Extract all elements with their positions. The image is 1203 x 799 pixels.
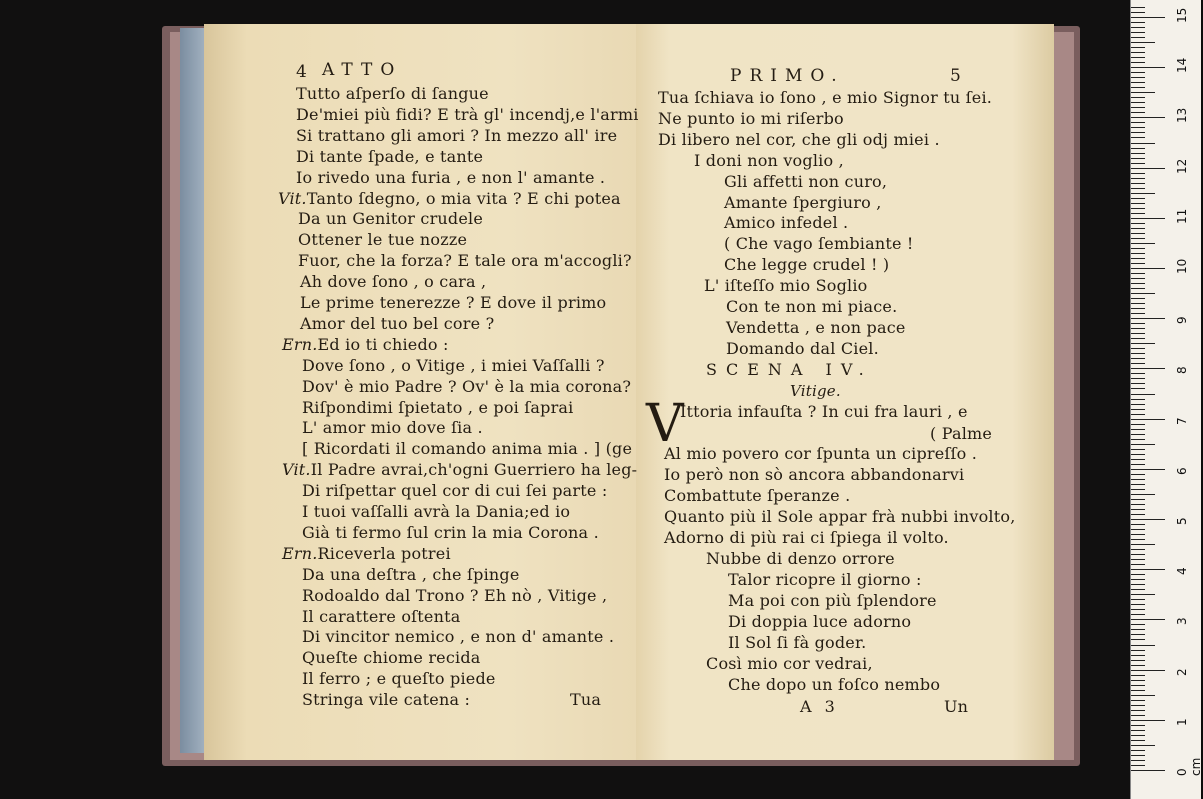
ruler-tick: [1131, 459, 1145, 460]
left-page-number: 4: [296, 62, 308, 82]
text-line: Che dopo un foſco nembo: [728, 675, 941, 694]
ruler-tick: [1131, 112, 1145, 113]
ruler-tick: [1131, 710, 1145, 711]
ruler-tick: [1131, 143, 1155, 144]
left-running-head: ATTO: [322, 60, 403, 80]
text-line: Combattute ſperanze .: [664, 486, 851, 505]
ruler-label: 1: [1175, 718, 1189, 726]
ruler-tick: [1131, 378, 1145, 379]
ruler-tick: [1131, 760, 1145, 761]
ruler-tick: [1131, 529, 1145, 530]
text-line: Che legge crudel ! ): [724, 255, 890, 274]
text-line: Il carattere oſtenta: [302, 607, 461, 626]
ruler-tick: [1131, 188, 1145, 189]
ruler-tick: [1131, 137, 1145, 138]
ruler-tick: [1131, 388, 1145, 389]
ruler-tick: [1131, 399, 1145, 400]
ruler-tick: [1131, 745, 1155, 746]
left-catchword: Tua: [570, 690, 602, 709]
text-line: Si trattano gli amori ? In mezzo all' ire: [296, 126, 618, 145]
ruler-tick: [1131, 454, 1145, 455]
ruler-label: 6: [1175, 467, 1189, 475]
ruler-tick: [1131, 268, 1165, 269]
text-line: Tua ſchiava io ſono , e mio Signor tu ſei.: [658, 88, 993, 107]
ruler-tick: [1131, 519, 1165, 520]
ruler-tick: [1131, 318, 1165, 319]
ruler-tick: [1131, 629, 1145, 630]
ruler-tick: [1131, 524, 1145, 525]
text-line: Stringa vile catena :: [302, 690, 471, 709]
text-line: Ma poi con più ſplendore: [728, 591, 937, 610]
ruler-tick: [1131, 363, 1145, 364]
ruler-tick: [1131, 394, 1155, 395]
ruler-tick: [1131, 22, 1145, 23]
ruler-tick: [1131, 163, 1145, 164]
ruler-tick: [1131, 67, 1165, 68]
text-line: Amante ſpergiuro ,: [724, 193, 882, 212]
ruler-tick: [1131, 700, 1145, 701]
ruler-tick: [1131, 253, 1145, 254]
text-line: Tutto aſperſo di ſangue: [296, 84, 489, 103]
ruler-tick: [1131, 278, 1145, 279]
ruler-tick: [1131, 755, 1145, 756]
ruler-tick: [1131, 639, 1145, 640]
ruler-tick: [1131, 353, 1145, 354]
ruler-label: 10: [1175, 258, 1189, 274]
ruler-tick: [1131, 52, 1145, 53]
text-line: Talor ricopre il giorno :: [728, 570, 922, 589]
ruler-label: 14: [1175, 57, 1189, 74]
ruler-label: 8: [1175, 366, 1189, 375]
ruler-tick: [1131, 499, 1145, 500]
ruler-tick: [1131, 328, 1145, 329]
text-line: Le prime tenerezze ? E dove il primo: [300, 293, 607, 312]
ruler-tick: [1131, 474, 1145, 475]
scene-heading: SCENA IV.: [706, 360, 873, 379]
ruler-tick: [1131, 348, 1145, 349]
ruler-tick: [1131, 645, 1155, 646]
ruler-tick: [1131, 665, 1145, 666]
ruler-tick: [1131, 238, 1145, 239]
ruler-tick: [1131, 57, 1145, 58]
ruler-tick: [1131, 7, 1145, 8]
text-line: Ern.Ed io ti chiedo :: [282, 335, 449, 354]
ruler-label: 13: [1175, 108, 1189, 124]
text-line: Queſte chiome recida: [302, 648, 481, 667]
ruler-tick: [1131, 338, 1145, 339]
ruler-tick: [1131, 208, 1145, 209]
ruler-label: 4: [1175, 567, 1189, 576]
ruler-tick: [1131, 740, 1145, 741]
ruler-tick: [1131, 579, 1145, 580]
text-line: I tuoi vaſſalli avrà la Dania;ed io: [302, 502, 571, 521]
ruler-tick: [1131, 439, 1145, 440]
ruler-tick: [1131, 333, 1145, 334]
ruler-tick: [1131, 117, 1165, 118]
ruler-label: 2: [1175, 667, 1189, 676]
text-line: Dov' è mio Padre ? Ov' è la mia corona?: [302, 377, 632, 396]
ruler-tick: [1131, 404, 1145, 405]
text-line: L' iſteſſo mio Soglio: [704, 276, 868, 295]
ruler-tick: [1131, 670, 1165, 671]
ruler-tick: [1131, 72, 1145, 73]
ruler-tick: [1131, 604, 1145, 605]
ruler-tick: [1131, 273, 1145, 274]
ruler-tick: [1131, 750, 1145, 751]
right-running-head: PRIMO.: [730, 66, 845, 86]
ruler-tick: [1131, 544, 1155, 545]
ruler-label: 7: [1175, 416, 1189, 425]
text-line: Domando dal Ciel.: [726, 339, 879, 358]
ruler-tick: [1131, 449, 1145, 450]
text-line: Adorno di più rai ci ſpiega il volto.: [664, 528, 949, 547]
ruler-tick: [1131, 223, 1145, 224]
ruler-tick: [1131, 127, 1145, 128]
ruler-tick: [1131, 655, 1145, 656]
ruler-tick: [1131, 690, 1145, 691]
ruler-tick: [1131, 409, 1145, 410]
ruler-tick: [1131, 479, 1145, 480]
ruler-tick: [1131, 107, 1145, 108]
text-line: Già ti fermo ſul crin la mia Corona .: [302, 523, 599, 542]
ruler-tick: [1131, 429, 1145, 430]
ruler-tick: [1131, 37, 1145, 38]
ruler-tick: [1131, 434, 1145, 435]
ruler-tick: [1131, 464, 1145, 465]
text-line: Ottener le tue nozze: [298, 230, 468, 249]
signature-mark: A 3: [800, 697, 839, 716]
ruler-tick: [1131, 514, 1145, 515]
text-line: ( Che vago ſembiante !: [724, 234, 914, 253]
ruler-tick: [1131, 32, 1145, 33]
ruler-tick: [1131, 148, 1145, 149]
ruler-tick: [1131, 343, 1155, 344]
ruler-tick: [1131, 584, 1145, 585]
text-line: ( Palme: [930, 424, 993, 443]
ruler-tick: [1131, 153, 1145, 154]
ruler-tick: [1131, 158, 1145, 159]
ruler-tick: [1131, 614, 1145, 615]
text-line: Vendetta , e non pace: [726, 318, 906, 337]
ruler-tick: [1131, 228, 1145, 229]
ruler-tick: [1131, 97, 1145, 98]
ruler-tick: [1131, 489, 1145, 490]
ruler-tick: [1131, 765, 1145, 766]
drop-cap: V: [646, 394, 684, 454]
text-line: Ah dove ſono , o cara ,: [300, 272, 487, 291]
ruler-tick: [1131, 27, 1145, 28]
text-line: Il ferro ; e queſto piede: [302, 669, 496, 688]
ruler-label: 0 cm: [1175, 757, 1203, 776]
text-line: Vit.Tanto ſdegno, o mia vita ? E chi potea: [278, 189, 621, 208]
ruler-tick: [1131, 122, 1145, 123]
ruler-tick: [1131, 263, 1145, 264]
ruler-tick: [1131, 213, 1145, 214]
text-line: Nubbe di denzo orrore: [706, 549, 895, 568]
ruler-tick: [1131, 77, 1145, 78]
ruler-tick: [1131, 248, 1145, 249]
ruler-label: 11: [1175, 208, 1189, 224]
ruler-tick: [1131, 298, 1145, 299]
ruler-tick: [1131, 705, 1145, 706]
text-line: Di tante ſpade, e tante: [296, 147, 484, 166]
ruler-tick: [1131, 258, 1145, 259]
ruler-label: 5: [1175, 517, 1189, 525]
text-line: Di doppia luce adorno: [728, 612, 912, 631]
ruler-tick: [1131, 504, 1145, 505]
ruler-tick: [1131, 619, 1165, 620]
ruler-label: 15: [1175, 7, 1189, 23]
text-line: Vit.Il Padre avrai,ch'ogni Guerriero ha leg-: [282, 460, 638, 479]
ruler-tick: [1131, 634, 1145, 635]
character-name: Vitige.: [790, 382, 841, 400]
ruler-label: 3: [1175, 617, 1189, 626]
ruler-tick: [1131, 715, 1145, 716]
ruler-tick: [1131, 609, 1145, 610]
ruler-tick: [1131, 193, 1155, 194]
ruler-tick: [1131, 383, 1145, 384]
ruler-tick: [1131, 218, 1165, 219]
text-line: Al mio povero cor ſpunta un cipreſſo .: [664, 444, 978, 463]
ruler-tick: [1131, 735, 1145, 736]
text-line: Il Sol ſi fà goder.: [728, 633, 867, 652]
ruler-tick: [1131, 283, 1145, 284]
ruler-tick: [1131, 650, 1145, 651]
text-line: De'miei più fidi? E trà gl' incendj,e l'armi: [296, 105, 639, 124]
ruler-tick: [1131, 288, 1145, 289]
ruler-tick: [1131, 198, 1145, 199]
ruler-tick: [1131, 720, 1165, 721]
ruler-label: 9: [1175, 316, 1189, 325]
ruler-tick: [1131, 293, 1155, 294]
text-line: Da un Genitor crudele: [298, 209, 484, 228]
ruler-tick: [1131, 660, 1145, 661]
ruler-tick: [1131, 725, 1145, 726]
text-line: Ne punto io mi riſerbo: [658, 109, 844, 128]
ruler-tick: [1131, 424, 1145, 425]
ruler-tick: [1131, 358, 1145, 359]
ruler-tick: [1131, 62, 1145, 63]
ruler-tick: [1131, 564, 1145, 565]
ruler-tick: [1131, 313, 1145, 314]
right-catchword: Un: [944, 697, 969, 716]
ruler-tick: [1131, 484, 1145, 485]
ruler-tick: [1131, 303, 1145, 304]
text-line: I doni non voglio ,: [694, 151, 844, 170]
ruler-tick: [1131, 589, 1145, 590]
ruler-label: 12: [1175, 158, 1189, 174]
text-line: Da una deſtra , che ſpinge: [302, 565, 520, 584]
measurement-ruler: [1130, 0, 1201, 799]
text-line: Gli affetti non curo,: [724, 172, 888, 191]
ruler-tick: [1131, 17, 1165, 18]
ruler-tick: [1131, 599, 1145, 600]
ruler-tick: [1131, 308, 1145, 309]
ruler-tick: [1131, 323, 1145, 324]
ruler-tick: [1131, 680, 1145, 681]
text-line: L' amor mio dove ſia .: [302, 418, 483, 437]
ruler-tick: [1131, 183, 1145, 184]
text-line: Riſpondimi ſpietato , e poi ſaprai: [302, 398, 574, 417]
ruler-tick: [1131, 132, 1145, 133]
ruler-tick: [1131, 178, 1145, 179]
text-line: Con te non mi piace.: [726, 297, 898, 316]
ruler-tick: [1131, 42, 1155, 43]
text-line: Fuor, che la forza? E tale ora m'accogli?: [298, 251, 632, 270]
text-line: Ern.Riceverla potrei: [282, 544, 451, 563]
ruler-tick: [1131, 243, 1155, 244]
ruler-tick: [1131, 539, 1145, 540]
ruler-tick: [1131, 534, 1145, 535]
text-line: Rodoaldo dal Trono ? Eh nò , Vitige ,: [302, 586, 608, 605]
ruler-tick: [1131, 685, 1145, 686]
text-line: Io però non sò ancora abbandonarvi: [664, 465, 965, 484]
ruler-tick: [1131, 569, 1165, 570]
text-line: Dove ſono , o Vitige , i miei Vaſſalli ?: [302, 356, 605, 375]
ruler-tick: [1131, 12, 1145, 13]
ruler-tick: [1131, 173, 1145, 174]
text-line: Di vincitor nemico , e non d' amante .: [302, 627, 615, 646]
ruler-tick: [1131, 770, 1165, 771]
ruler-tick: [1131, 574, 1145, 575]
ruler-tick: [1131, 102, 1145, 103]
text-line: Di libero nel cor, che gli odj miei .: [658, 130, 940, 149]
ruler-tick: [1131, 695, 1155, 696]
ruler-tick: [1131, 444, 1155, 445]
ruler-tick: [1131, 554, 1145, 555]
text-line: Così mio cor vedrai,: [706, 654, 873, 673]
ruler-tick: [1131, 549, 1145, 550]
ruler-tick: [1131, 373, 1145, 374]
ruler-tick: [1131, 419, 1165, 420]
text-line: Io rivedo una furia , e non l' amante .: [296, 168, 606, 187]
ruler-tick: [1131, 469, 1165, 470]
ruler-tick: [1131, 594, 1155, 595]
ruler-tick: [1131, 675, 1145, 676]
ruler-tick: [1131, 730, 1145, 731]
ruler-tick: [1131, 92, 1155, 93]
ruler-tick: [1131, 559, 1145, 560]
text-line: Amico infedel .: [724, 213, 849, 232]
ruler-tick: [1131, 203, 1145, 204]
ruler-tick: [1131, 47, 1145, 48]
ruler-tick: [1131, 414, 1145, 415]
ruler-tick: [1131, 82, 1145, 83]
ruler-tick: [1131, 624, 1145, 625]
text-line: Quanto più il Sole appar frà nubbi involto,: [664, 507, 1016, 526]
ruler-tick: [1131, 494, 1155, 495]
text-line: Amor del tuo bel core ?: [300, 314, 495, 333]
right-page-number: 5: [950, 66, 962, 86]
text-line: Di riſpettar quel cor di cui ſei parte :: [302, 481, 608, 500]
text-line: [ Ricordati il comando anima mia . ] (ge: [302, 439, 633, 458]
ruler-tick: [1131, 233, 1145, 234]
text-line: Ittoria infauſta ? In cui fra lauri , e: [680, 402, 968, 421]
ruler-tick: [1131, 509, 1145, 510]
ruler-tick: [1131, 168, 1165, 169]
ruler-tick: [1131, 368, 1165, 369]
ruler-tick: [1131, 87, 1145, 88]
